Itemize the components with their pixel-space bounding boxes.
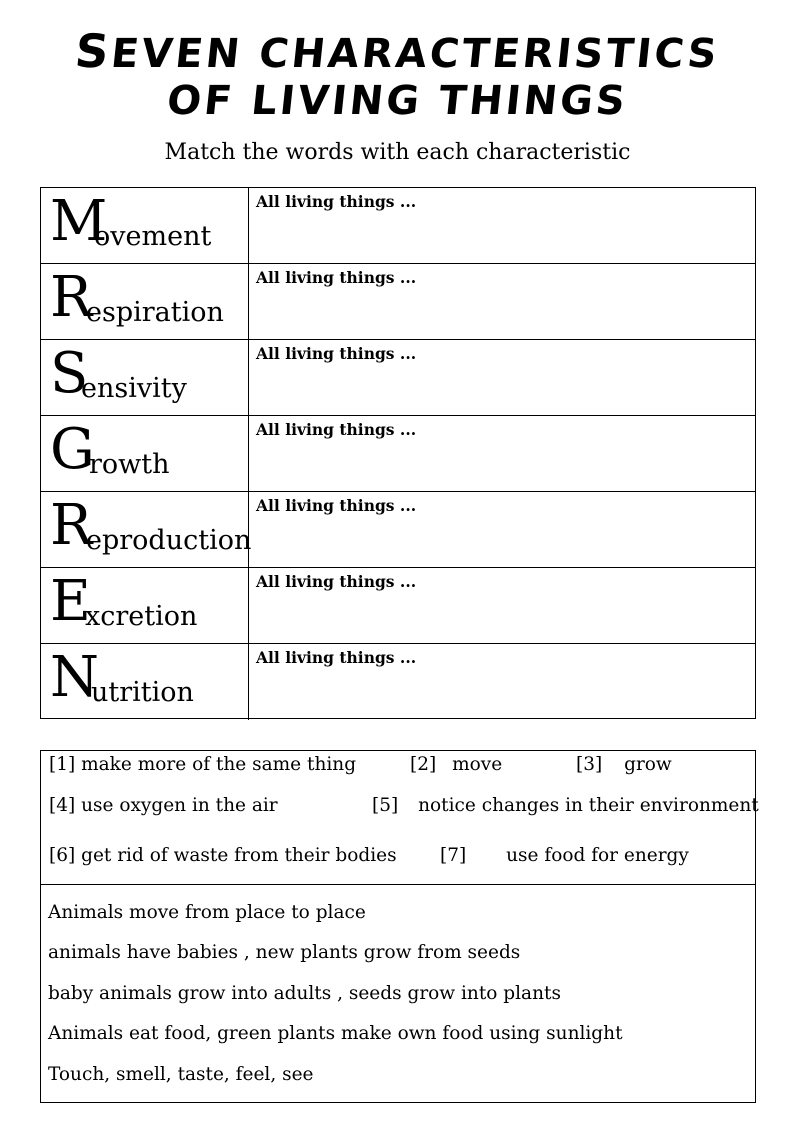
initial-letter: S [50,341,89,406]
option-text: use oxygen in the air [81,795,278,816]
option-number: [6] [49,845,76,866]
characteristic-name [41,264,249,339]
option-number: [2] [410,754,437,775]
example-item: animals have babies , new plants grow from seeds [48,942,521,963]
example-item: Animals eat food, green plants make own food using sunlight [48,1023,623,1044]
answer-prompt[interactable]: All living things ... [256,648,417,667]
characteristic-name [41,340,249,415]
answer-prompt[interactable]: All living things ... [256,420,417,439]
row-reproduction [41,492,755,568]
word-option-5 [372,795,759,816]
option-number: [4] [49,795,76,816]
option-text: move [452,754,503,775]
word-option-1 [49,754,356,775]
word-options [41,751,759,885]
option-text: use food for energy [506,845,689,866]
title-line-1-text [72,24,722,78]
word-rest: rowth [89,449,170,480]
option-number: [5] [372,795,399,816]
word-option-3 [576,754,672,775]
word-option-7 [440,845,689,866]
characteristic-name [41,416,249,491]
example-item: Touch, smell, taste, feel, see [48,1064,314,1085]
option-text: grow [624,754,672,775]
word-bank-box [40,750,759,1103]
option-text: notice changes in their environment [418,795,759,816]
answer-prompt[interactable]: All living things ... [256,192,417,211]
word-rest: eproduction [86,525,252,556]
option-text: make more of the same thing [81,754,357,775]
initial-letter: R [50,265,93,330]
initial-letter: E [50,569,91,634]
option-number: [3] [576,754,603,775]
title-rest: EVEN CHARACTERISTICS [108,31,722,77]
initial-letter: G [50,417,95,482]
characteristics-table [40,187,756,719]
example-item: baby animals grow into adults , seeds grow into plants [48,983,561,1004]
characteristic-name [41,644,249,720]
initial-letter: N [50,645,99,710]
word-option-2 [410,754,502,775]
option-text: get rid of waste from their bodies [81,845,397,866]
row-sensivity [41,340,755,416]
title-line-1 [0,24,795,78]
characteristic-name [41,568,249,643]
row-excretion [41,568,755,644]
characteristic-name [41,188,249,263]
example-item: Animals move from place to place [48,902,366,923]
word-rest: xcretion [85,601,198,632]
answer-prompt[interactable]: All living things ... [256,572,417,591]
word-option-4 [49,795,278,816]
row-respiration [41,264,755,340]
option-number: [7] [440,845,467,866]
word-rest: ovement [94,221,212,252]
word-option-6 [49,845,397,866]
characteristic-name [41,492,252,567]
row-nutrition [41,644,755,720]
initial-letter: R [50,493,93,558]
option-number: [1] [49,754,76,775]
title-line-2-text: OF LIVING THINGS [164,78,631,124]
row-growth [41,416,755,492]
answer-prompt[interactable]: All living things ... [256,268,417,287]
word-rest: espiration [86,297,224,328]
row-movement [41,188,755,264]
word-rest: ensivity [81,373,187,404]
title-line-2 [0,78,795,124]
word-rest: utrition [91,677,194,708]
instructions: Match the words with each characteristic [164,140,631,165]
title-initial: S [72,24,115,78]
answer-prompt[interactable]: All living things ... [256,496,417,515]
answer-prompt[interactable]: All living things ... [256,344,417,363]
initial-letter: M [50,189,108,254]
